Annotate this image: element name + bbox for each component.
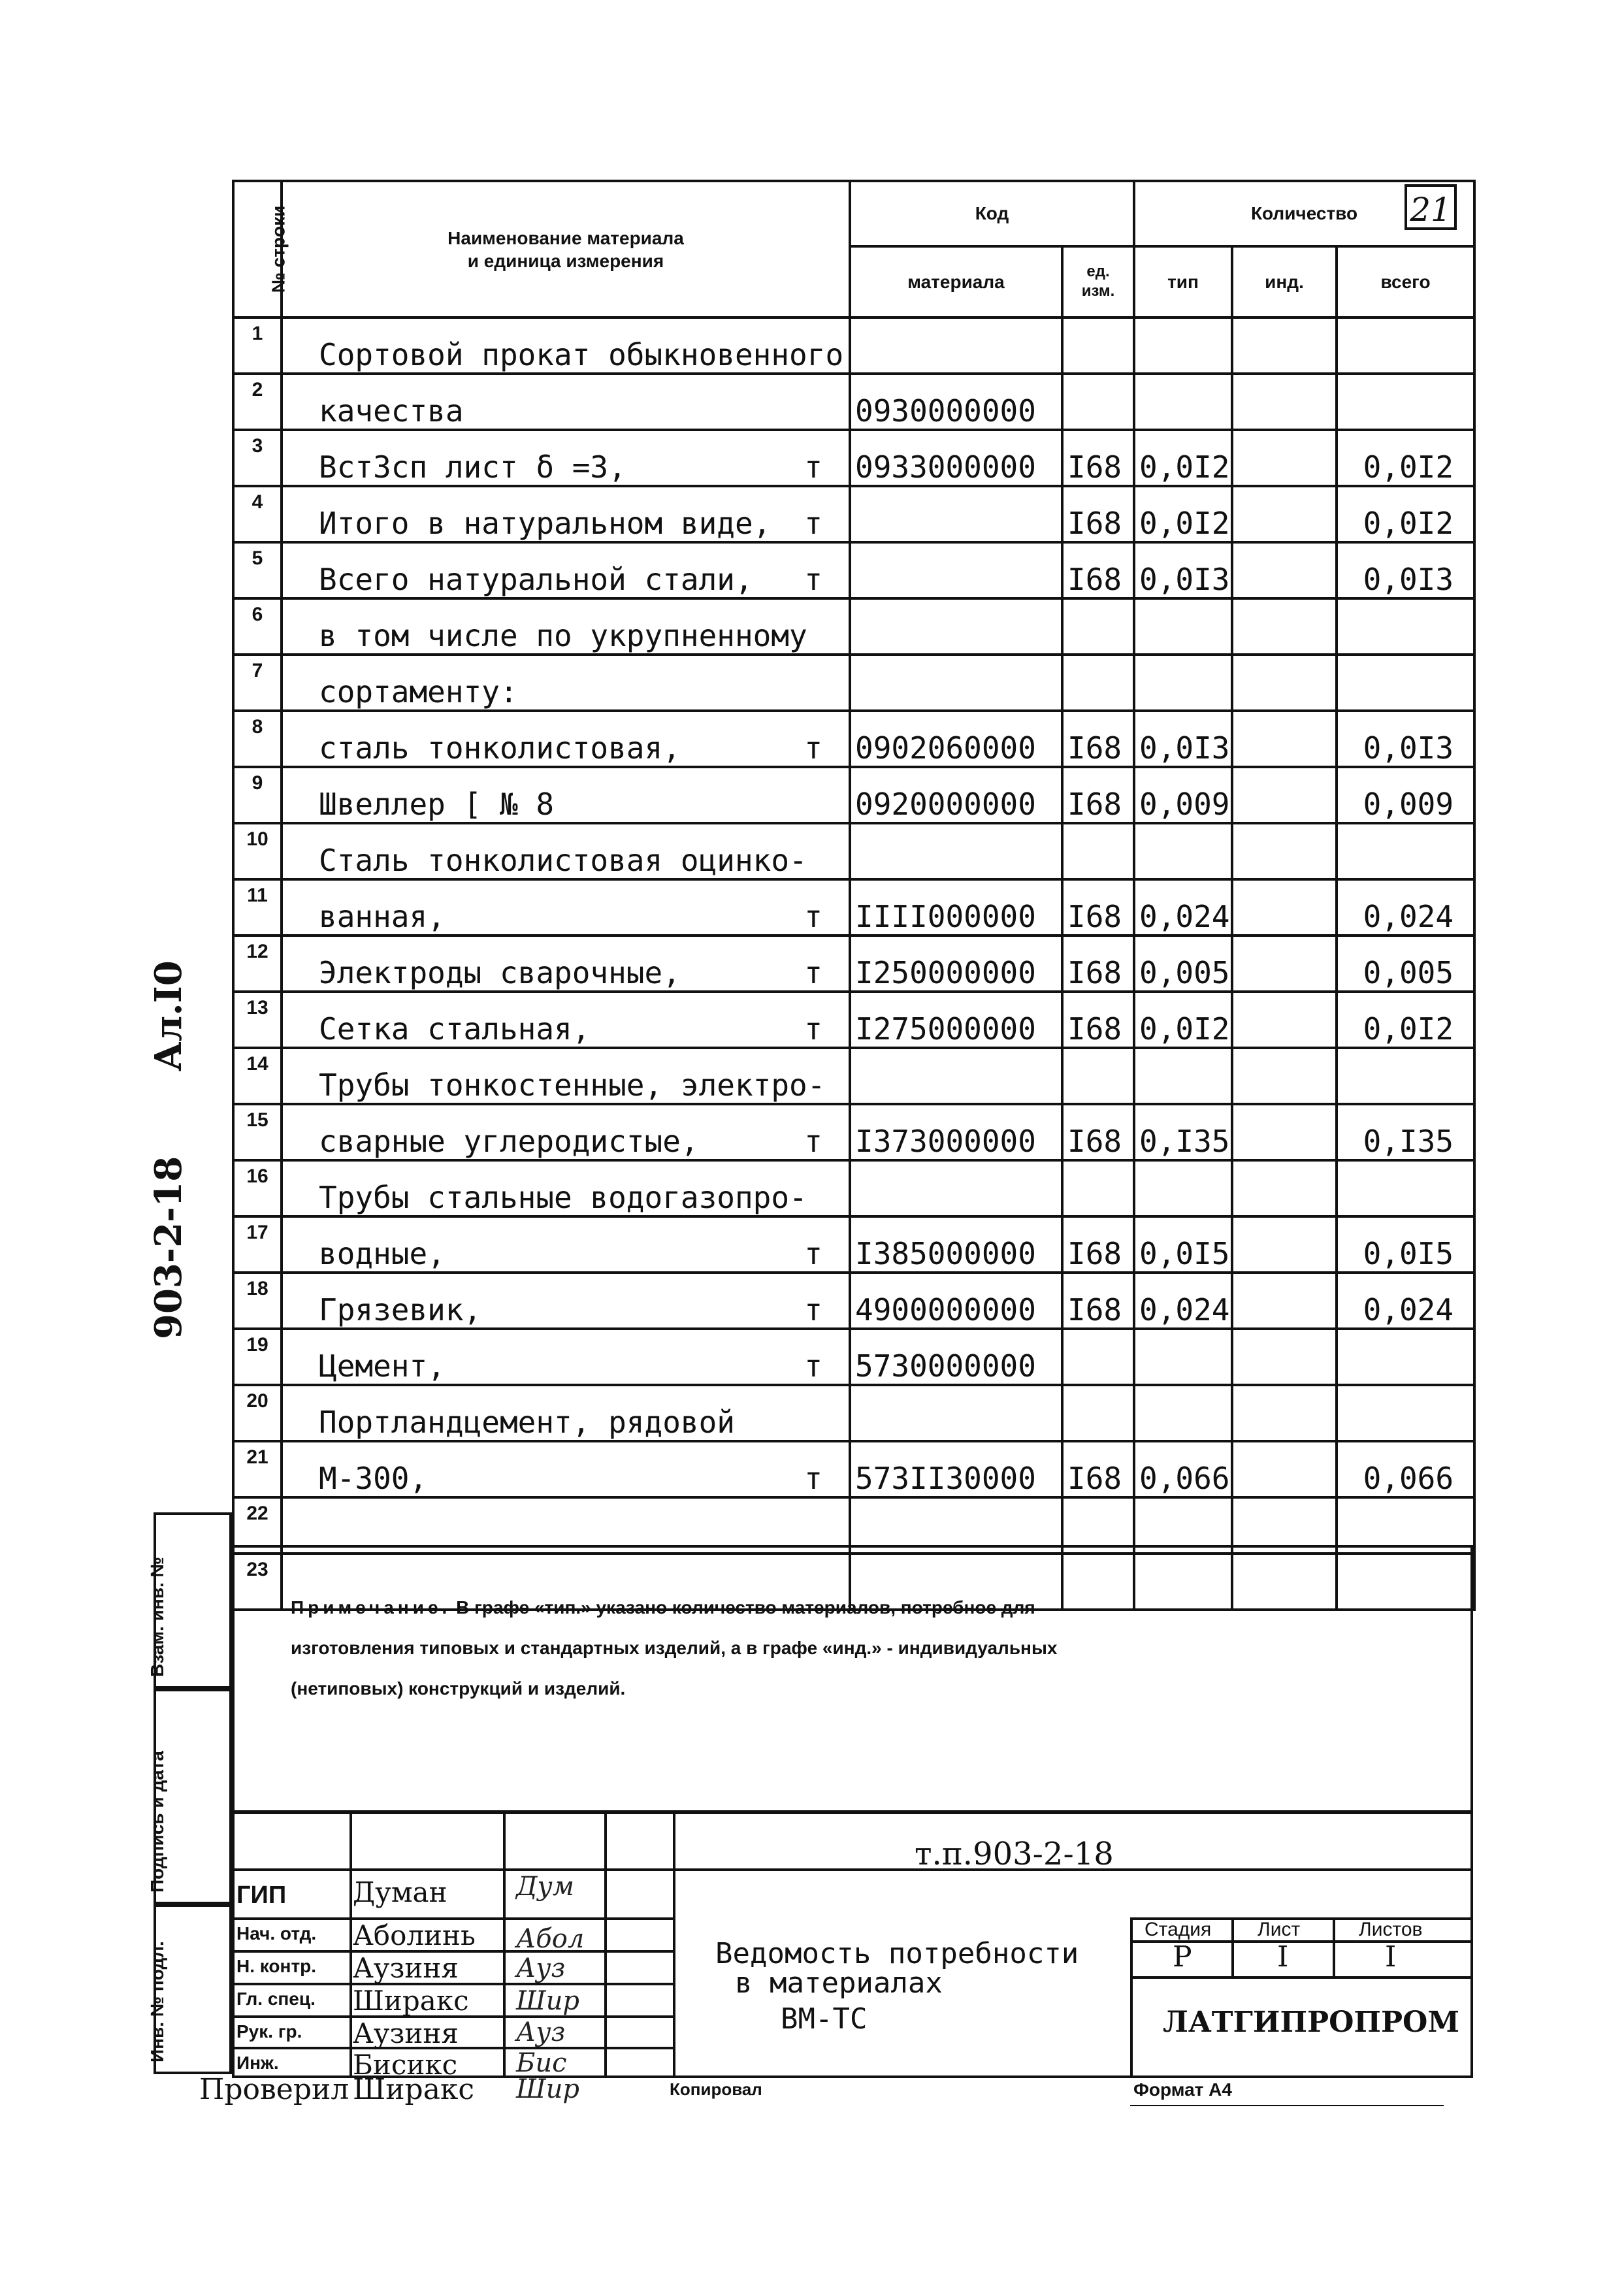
side-box-sign-date: Подпись и дата — [154, 1689, 232, 1904]
table-row — [233, 1273, 1474, 1329]
material-name — [282, 1273, 850, 1329]
row-number: 17 — [233, 1216, 282, 1273]
row-number: 14 — [233, 1048, 282, 1104]
qty-ind — [1232, 879, 1337, 936]
qty-total: 0,0I2 — [1337, 486, 1474, 542]
material-code — [850, 1160, 1062, 1216]
qty-total: 0,0I5 — [1337, 1216, 1474, 1273]
qty-ind — [1232, 1104, 1337, 1160]
row-number: 15 — [233, 1104, 282, 1160]
unit-code: I68 — [1062, 767, 1134, 823]
qty-type: 0,0I2 — [1134, 430, 1232, 486]
unit-text: т — [804, 1348, 822, 1384]
material-code — [850, 317, 1062, 374]
signature-6: Бис — [516, 2048, 567, 2078]
table-row — [233, 1048, 1474, 1104]
row-number: 1 — [233, 317, 282, 374]
sheet-number: 21 — [1405, 184, 1457, 230]
material-code: I373000000 — [850, 1104, 1062, 1160]
qty-total: 0,024 — [1337, 1273, 1474, 1329]
qty-ind — [1232, 317, 1337, 374]
role-label: Рук. гр. — [236, 2021, 302, 2042]
qty-total: 0,024 — [1337, 879, 1474, 936]
unit-text: т — [804, 1292, 822, 1327]
header-qty-ind: инд. — [1232, 246, 1337, 317]
material-name — [282, 823, 850, 879]
table-row — [233, 655, 1474, 711]
table-row — [233, 430, 1474, 486]
qty-type: 0,024 — [1134, 1273, 1232, 1329]
qty-ind — [1232, 823, 1337, 879]
signature-5: Ауз — [516, 2017, 566, 2047]
material-name-text: в том числе по укрупненному — [319, 618, 807, 653]
qty-ind — [1232, 374, 1337, 430]
header-row-number: № строки — [233, 181, 282, 317]
qty-ind — [1232, 1216, 1337, 1273]
qty-total: 0,0I3 — [1337, 542, 1474, 598]
role-label: Инж. — [236, 2053, 279, 2073]
material-name-text: Трубы стальные водогазопро- — [319, 1180, 807, 1215]
qty-type — [1134, 655, 1232, 711]
header-qty-type: тип — [1134, 246, 1232, 317]
qty-ind — [1232, 992, 1337, 1048]
role-label: Гл. спец. — [236, 1989, 316, 2009]
qty-type: 0,0I2 — [1134, 486, 1232, 542]
checked-name: Ширакс — [353, 2073, 475, 2106]
qty-ind — [1232, 1385, 1337, 1441]
role-label: ГИП — [236, 1881, 287, 1909]
signature-2: Абол — [516, 1924, 585, 1954]
doc-code-vertical: 903-2-18 — [147, 1156, 190, 1339]
table-row — [233, 879, 1474, 936]
material-code — [850, 823, 1062, 879]
copied-label: Копировал — [670, 2079, 762, 2099]
qty-type — [1134, 317, 1232, 374]
table-row — [233, 1385, 1474, 1441]
qty-type: 0,005 — [1134, 936, 1232, 992]
title-line-1: Ведомость потребности — [715, 1937, 1079, 1970]
unit-text: т — [804, 730, 822, 766]
row-number: 18 — [233, 1273, 282, 1329]
note-line-1: В графе «тип.» указано количество материалов, потребное для — [456, 1597, 1035, 1618]
qty-total: 0,009 — [1337, 767, 1474, 823]
material-name-text: Сортовой прокат обыкновенного — [319, 337, 844, 372]
table-row — [233, 374, 1474, 430]
material-name — [282, 767, 850, 823]
unit-text: т — [804, 899, 822, 934]
material-name — [282, 1160, 850, 1216]
unit-code: I68 — [1062, 992, 1134, 1048]
qty-type: 0,0I2 — [1134, 992, 1232, 1048]
unit-code: I68 — [1062, 1104, 1134, 1160]
row-number: 10 — [233, 823, 282, 879]
header-material-name: Наименование материала и единица измерения — [282, 181, 850, 317]
material-name — [282, 1441, 850, 1497]
qty-type — [1134, 1160, 1232, 1216]
signature-3: Ауз — [516, 1953, 566, 1983]
unit-text: т — [804, 955, 822, 990]
table-row — [233, 1160, 1474, 1216]
table-row — [233, 486, 1474, 542]
sheet-value: I — [1277, 1940, 1289, 1974]
qty-ind — [1232, 1441, 1337, 1497]
unit-code: I68 — [1062, 1273, 1134, 1329]
qty-type: 0,I35 — [1134, 1104, 1232, 1160]
material-name-text: Портландцемент, рядовой — [319, 1405, 735, 1440]
format-label: Формат А4 — [1133, 2079, 1232, 2100]
material-name-text: ВстЗсп лист δ =3, — [319, 449, 626, 485]
unit-code — [1062, 1160, 1134, 1216]
unit-text: т — [804, 562, 822, 597]
header-code: Код — [850, 181, 1134, 246]
material-name — [282, 598, 850, 655]
role-person: Аузиня — [353, 1952, 459, 1984]
material-code — [850, 486, 1062, 542]
row-number: 12 — [233, 936, 282, 992]
role-person: Аболинь — [353, 1919, 476, 1951]
row-number: 7 — [233, 655, 282, 711]
table-row — [233, 542, 1474, 598]
material-name-text: сталь тонколистовая, — [319, 730, 681, 766]
material-code — [850, 542, 1062, 598]
material-code — [850, 1385, 1062, 1441]
unit-code — [1062, 598, 1134, 655]
qty-ind — [1232, 1329, 1337, 1385]
signature-checked: Шир — [516, 2074, 580, 2104]
unit-code — [1062, 1329, 1134, 1385]
material-code: IIII000000 — [850, 879, 1062, 936]
note-lead: Примечание. — [291, 1597, 451, 1618]
table-row — [233, 1329, 1474, 1385]
table-row — [233, 936, 1474, 992]
material-name-text: Электроды сварочные, — [319, 955, 681, 990]
table-row — [233, 767, 1474, 823]
unit-code: I68 — [1062, 1216, 1134, 1273]
qty-type: 0,0I3 — [1134, 542, 1232, 598]
header-code-material: материала — [850, 246, 1062, 317]
material-name-text: Итого в натуральном виде, — [319, 506, 771, 541]
qty-ind — [1232, 1048, 1337, 1104]
qty-ind — [1232, 430, 1337, 486]
qty-ind — [1232, 767, 1337, 823]
checked-role: Проверил — [199, 2073, 349, 2106]
unit-code: I68 — [1062, 936, 1134, 992]
unit-text: т — [804, 449, 822, 485]
material-code — [850, 655, 1062, 711]
row-number: 6 — [233, 598, 282, 655]
row-number: 13 — [233, 992, 282, 1048]
qty-ind — [1232, 936, 1337, 992]
qty-type: 0,066 — [1134, 1441, 1232, 1497]
sheets-label: Листов — [1359, 1919, 1423, 1940]
material-name — [282, 1216, 850, 1273]
qty-total: 0,066 — [1337, 1441, 1474, 1497]
unit-code: I68 — [1062, 711, 1134, 767]
title-line-3: ВМ-ТС — [781, 2002, 868, 2036]
row-number: 9 — [233, 767, 282, 823]
qty-type — [1134, 598, 1232, 655]
material-name-text: М-300, — [319, 1461, 428, 1496]
material-code: 4900000000 — [850, 1273, 1062, 1329]
album-vertical: Ал.I0 — [147, 960, 190, 1071]
unit-code: I68 — [1062, 1441, 1134, 1497]
qty-total: 0,0I3 — [1337, 711, 1474, 767]
unit-code: I68 — [1062, 486, 1134, 542]
material-code: 5730000000 — [850, 1329, 1062, 1385]
material-name-text: ванная, — [319, 899, 446, 934]
unit-code — [1062, 317, 1134, 374]
table-row — [233, 1216, 1474, 1273]
unit-code — [1062, 1385, 1134, 1441]
unit-code — [1062, 655, 1134, 711]
table-row — [233, 992, 1474, 1048]
role-person: Думан — [353, 1876, 447, 1908]
stage-label: Стадия — [1145, 1919, 1212, 1940]
qty-ind — [1232, 598, 1337, 655]
material-name — [282, 486, 850, 542]
note-line-3: (нетиповых) конструкций и изделий. — [291, 1678, 626, 1699]
table-row — [233, 711, 1474, 767]
qty-ind — [1232, 542, 1337, 598]
qty-type — [1134, 1385, 1232, 1441]
table-row — [233, 1441, 1474, 1497]
qty-ind — [1232, 1273, 1337, 1329]
table-row — [233, 317, 1474, 374]
material-name-text: Всего натуральной стали, — [319, 562, 753, 597]
signature-4: Шир — [516, 1986, 580, 2016]
qty-type — [1134, 374, 1232, 430]
qty-ind — [1232, 655, 1337, 711]
material-name — [282, 542, 850, 598]
unit-text: т — [804, 506, 822, 541]
note-text — [291, 1587, 1264, 1709]
material-name-text: Грязевик, — [319, 1292, 482, 1327]
sheet-label: Лист — [1258, 1919, 1301, 1940]
material-name — [282, 430, 850, 486]
qty-type: 0,024 — [1134, 879, 1232, 936]
material-name-text: Цемент, — [319, 1348, 446, 1384]
material-name-text: сортаменту: — [319, 674, 518, 709]
material-name — [282, 317, 850, 374]
qty-type — [1134, 1329, 1232, 1385]
material-name-text: водные, — [319, 1236, 446, 1271]
unit-text: т — [804, 1461, 822, 1496]
qty-total — [1337, 1329, 1474, 1385]
material-name-text: Швеллер [ № 8 — [319, 787, 555, 822]
row-number: 3 — [233, 430, 282, 486]
unit-code — [1062, 823, 1134, 879]
table-row — [233, 823, 1474, 879]
row-number: 23 — [233, 1554, 282, 1610]
qty-type — [1134, 1048, 1232, 1104]
role-label: Н. контр. — [236, 1956, 317, 1976]
row-number: 2 — [233, 374, 282, 430]
qty-total — [1337, 317, 1474, 374]
row-number: 8 — [233, 711, 282, 767]
organization: ЛАТГИПРОПРОМ — [1163, 2006, 1460, 2039]
qty-type — [1134, 823, 1232, 879]
material-name-text: качества — [319, 393, 464, 429]
table-row — [233, 1104, 1474, 1160]
row-number: 4 — [233, 486, 282, 542]
unit-code: I68 — [1062, 879, 1134, 936]
unit-code: I68 — [1062, 542, 1134, 598]
material-name — [282, 879, 850, 936]
material-name — [282, 1329, 850, 1385]
row-number: 19 — [233, 1329, 282, 1385]
row-number: 11 — [233, 879, 282, 936]
material-name — [282, 1104, 850, 1160]
qty-total — [1337, 374, 1474, 430]
qty-ind — [1232, 711, 1337, 767]
row-number: 5 — [233, 542, 282, 598]
qty-type: 0,0I5 — [1134, 1216, 1232, 1273]
material-code — [850, 1048, 1062, 1104]
material-name-text: Трубы тонкостенные, электро- — [319, 1067, 826, 1103]
unit-text: т — [804, 1011, 822, 1047]
role-person: Ширакс — [353, 1985, 469, 2017]
material-code — [850, 598, 1062, 655]
qty-total: 0,0I2 — [1337, 430, 1474, 486]
material-name — [282, 936, 850, 992]
qty-total — [1337, 823, 1474, 879]
material-code: I250000000 — [850, 936, 1062, 992]
doc-number: т.п.903-2-18 — [915, 1836, 1114, 1872]
side-box-inv-vzam: Взам. инв. № — [154, 1512, 232, 1689]
note-line-2: изготовления типовых и стандартных изделий, а в графе «инд.» - индивидуальных — [291, 1638, 1058, 1658]
material-code: I275000000 — [850, 992, 1062, 1048]
materials-table — [232, 180, 1476, 1611]
material-code: 0930000000 — [850, 374, 1062, 430]
qty-ind — [1232, 1160, 1337, 1216]
qty-total: 0,I35 — [1337, 1104, 1474, 1160]
qty-total: 0,0I2 — [1337, 992, 1474, 1048]
material-name — [282, 374, 850, 430]
material-name — [282, 1385, 850, 1441]
role-label: Нач. отд. — [236, 1923, 317, 1944]
material-code: 573II30000 — [850, 1441, 1062, 1497]
qty-total — [1337, 1160, 1474, 1216]
material-code: 0933000000 — [850, 430, 1062, 486]
header-quantity: Количество — [1134, 181, 1474, 246]
material-name — [282, 1048, 850, 1104]
unit-text: т — [804, 1236, 822, 1271]
material-code: 0920000000 — [850, 767, 1062, 823]
stage-value: Р — [1173, 1940, 1192, 1974]
title-line-2: в материалах — [735, 1966, 943, 2000]
unit-text: т — [804, 1124, 822, 1159]
material-name — [282, 711, 850, 767]
qty-total — [1337, 655, 1474, 711]
material-name — [282, 655, 850, 711]
qty-total: 0,005 — [1337, 936, 1474, 992]
row-number: 16 — [233, 1160, 282, 1216]
qty-ind — [1232, 486, 1337, 542]
row-number: 20 — [233, 1385, 282, 1441]
qty-total — [1337, 1048, 1474, 1104]
role-person: Аузиня — [353, 2017, 459, 2049]
signature-1: Дум — [516, 1872, 574, 1902]
unit-code: I68 — [1062, 430, 1134, 486]
material-name-text: сварные углеродистые, — [319, 1124, 699, 1159]
material-name-text: Сетка стальная, — [319, 1011, 591, 1047]
material-name — [282, 992, 850, 1048]
row-number: 22 — [233, 1497, 282, 1554]
unit-code — [1062, 374, 1134, 430]
qty-total — [1337, 1385, 1474, 1441]
role-person: Бисикс — [353, 2049, 458, 2081]
material-code: I385000000 — [850, 1216, 1062, 1273]
qty-type: 0,0I3 — [1134, 711, 1232, 767]
table-row — [233, 598, 1474, 655]
header-qty-total: всего — [1337, 246, 1474, 317]
header-code-unit: ед. изм. — [1062, 246, 1134, 317]
unit-code — [1062, 1048, 1134, 1104]
qty-type: 0,009 — [1134, 767, 1232, 823]
sheets-value: I — [1385, 1940, 1397, 1974]
row-number: 21 — [233, 1441, 282, 1497]
qty-total — [1337, 598, 1474, 655]
side-box-inv-podl: Инв. № подл. — [154, 1904, 232, 2074]
material-name-text: Сталь тонколистовая оцинко- — [319, 843, 807, 878]
material-code: 0902060000 — [850, 711, 1062, 767]
